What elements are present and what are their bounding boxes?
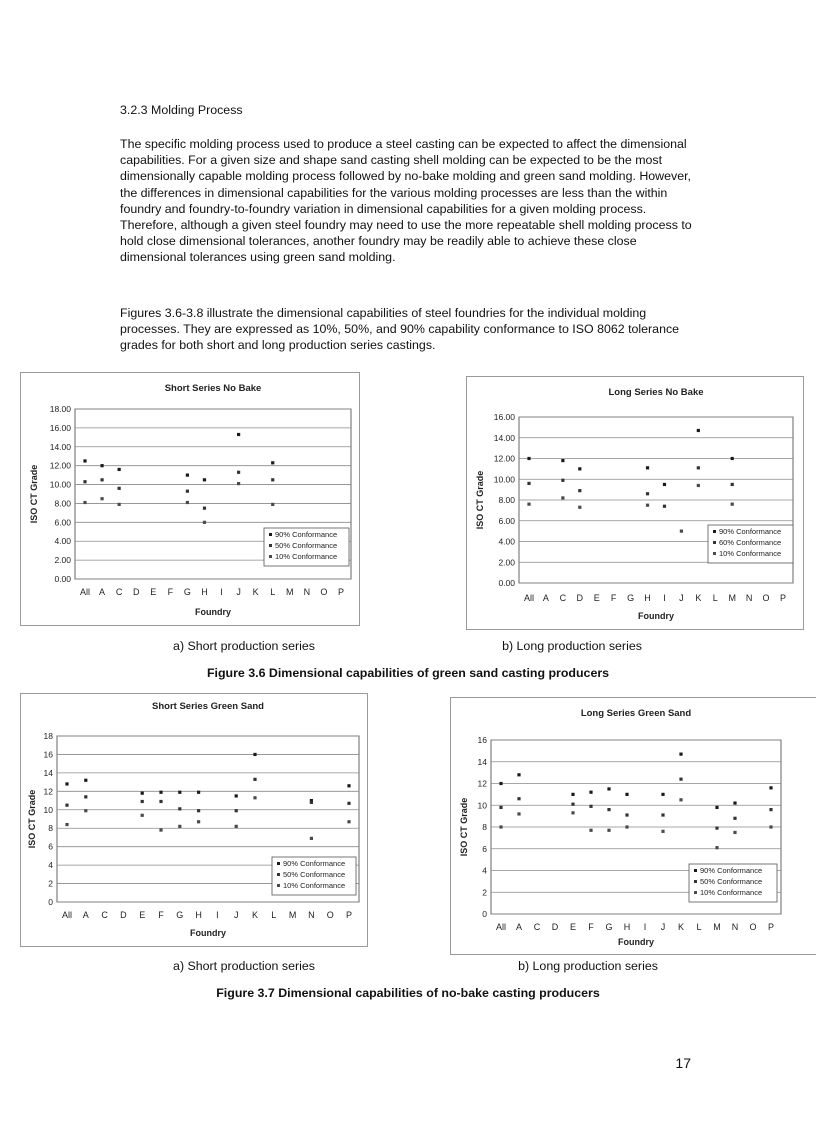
data-point xyxy=(141,792,144,795)
chart-svg xyxy=(467,377,803,629)
y-tick-label: 8 xyxy=(48,823,53,834)
data-point xyxy=(235,825,238,828)
y-tick-label: 12 xyxy=(477,778,487,789)
x-tick-label: L xyxy=(270,587,276,597)
figure-caption: Figure 3.6 Dimensional capabilities of green sand casting producers xyxy=(206,666,610,680)
y-tick-label: 12.00 xyxy=(49,460,71,471)
data-point xyxy=(769,808,772,811)
y-axis-label: ISO CT Grade xyxy=(29,464,39,524)
data-point xyxy=(235,794,238,797)
x-tick-label: E xyxy=(593,593,600,603)
data-point xyxy=(663,483,666,486)
figure-caption: Figure 3.7 Dimensional capabilities of no-bake casting producers xyxy=(216,986,600,1000)
y-tick-label: 6.00 xyxy=(54,517,71,528)
chart-title: Short Series Green Sand xyxy=(152,701,264,712)
y-axis-label: ISO CT Grade xyxy=(27,789,37,849)
data-point xyxy=(561,459,564,462)
data-point xyxy=(100,497,103,500)
data-point xyxy=(571,803,574,806)
data-point xyxy=(197,820,200,823)
x-tick-label: O xyxy=(326,910,334,920)
x-tick-label: O xyxy=(762,593,770,603)
x-tick-label: A xyxy=(99,587,106,597)
data-point xyxy=(237,433,240,436)
data-point xyxy=(731,457,734,460)
x-tick-label: D xyxy=(132,587,140,597)
legend-marker xyxy=(694,880,697,883)
chart-svg xyxy=(21,694,367,946)
data-point xyxy=(310,801,313,804)
data-point xyxy=(571,793,574,796)
chart-long-series-green-sand xyxy=(450,697,816,955)
data-point xyxy=(561,479,564,482)
data-point xyxy=(607,808,610,811)
x-tick-label: F xyxy=(588,922,594,932)
data-point xyxy=(347,784,350,787)
chart-title: Long Series Green Sand xyxy=(580,708,692,719)
data-point xyxy=(83,480,86,483)
data-point xyxy=(679,798,682,801)
chart-title: Short Series No Bake xyxy=(164,383,262,394)
data-point xyxy=(697,466,700,469)
data-point xyxy=(527,503,530,506)
data-point xyxy=(186,490,189,493)
x-tick-label: M xyxy=(288,910,297,920)
y-tick-label: 18.00 xyxy=(49,404,71,414)
x-tick-label: G xyxy=(183,587,191,597)
x-tick-label: K xyxy=(695,593,702,603)
legend-label: 90% Conformance xyxy=(275,530,338,539)
data-point xyxy=(769,786,772,789)
y-tick-label: 16.00 xyxy=(493,412,515,422)
x-tick-label: I xyxy=(216,910,219,920)
x-tick-label: H xyxy=(644,593,651,603)
data-point xyxy=(65,804,68,807)
legend-marker xyxy=(277,873,280,876)
data-point xyxy=(100,464,103,467)
y-tick-label: 6 xyxy=(48,841,53,852)
data-point xyxy=(499,806,502,809)
legend-label: 10% Conformance xyxy=(719,549,782,558)
x-tick-label: All xyxy=(79,587,91,597)
y-tick-label: 10 xyxy=(43,804,53,815)
legend-marker xyxy=(713,552,716,555)
x-tick-label: H xyxy=(623,922,631,932)
y-tick-label: 16.00 xyxy=(49,422,71,433)
data-point xyxy=(625,825,628,828)
y-tick-label: 4 xyxy=(48,860,53,871)
x-tick-label: N xyxy=(303,587,311,597)
x-tick-label: J xyxy=(679,593,684,603)
data-point xyxy=(517,797,520,800)
data-point xyxy=(499,782,502,785)
data-point xyxy=(159,828,162,831)
data-point xyxy=(625,813,628,816)
data-point xyxy=(271,461,274,464)
data-point xyxy=(715,846,718,849)
data-point xyxy=(733,817,736,820)
x-tick-label: All xyxy=(495,922,507,932)
data-point xyxy=(578,489,581,492)
data-point xyxy=(178,825,181,828)
x-tick-label: J xyxy=(660,922,666,932)
x-tick-label: I xyxy=(643,922,647,932)
x-tick-label: G xyxy=(605,922,613,932)
data-point xyxy=(141,814,144,817)
data-point xyxy=(310,837,313,840)
data-point xyxy=(731,483,734,486)
legend-marker xyxy=(694,869,697,872)
data-point xyxy=(178,807,181,810)
y-tick-label: 0.00 xyxy=(54,574,71,584)
data-point xyxy=(118,487,121,490)
x-tick-label: I xyxy=(220,587,223,597)
x-axis-label: Foundry xyxy=(190,928,226,938)
data-point xyxy=(197,809,200,812)
x-tick-label: G xyxy=(176,910,184,920)
legend-marker xyxy=(269,544,272,547)
x-tick-label: A xyxy=(542,593,549,603)
data-point xyxy=(253,796,256,799)
subcaption-a: a) Short production series xyxy=(173,639,315,653)
data-point xyxy=(589,791,592,794)
x-tick-label: K xyxy=(251,910,259,920)
data-point xyxy=(84,795,87,798)
y-tick-label: 10.00 xyxy=(49,479,71,490)
x-tick-label: C xyxy=(115,587,123,597)
data-point xyxy=(527,457,530,460)
data-point xyxy=(83,459,86,462)
legend-label: 50% Conformance xyxy=(275,541,338,550)
data-point xyxy=(100,478,103,481)
data-point xyxy=(578,506,581,509)
data-point xyxy=(733,831,736,834)
legend-label: 60% Conformance xyxy=(719,538,782,547)
data-point xyxy=(186,474,189,477)
x-tick-label: L xyxy=(271,910,277,920)
x-tick-label: A xyxy=(82,910,89,920)
data-point xyxy=(646,504,649,507)
legend-marker xyxy=(694,891,697,894)
x-tick-label: E xyxy=(150,587,157,597)
x-tick-label: N xyxy=(308,910,315,920)
legend-marker xyxy=(269,555,272,558)
data-point xyxy=(203,521,206,524)
data-point xyxy=(118,468,121,471)
data-point xyxy=(589,829,592,832)
data-point xyxy=(517,812,520,815)
data-point xyxy=(679,778,682,781)
data-point xyxy=(646,466,649,469)
y-tick-label: 16 xyxy=(43,749,53,760)
chart-svg xyxy=(451,698,815,954)
x-tick-label: L xyxy=(712,593,718,603)
x-axis-label: Foundry xyxy=(195,607,231,617)
y-tick-label: 12 xyxy=(43,786,53,797)
x-tick-label: C xyxy=(101,910,108,920)
page-number: 17 xyxy=(675,1055,691,1071)
data-point xyxy=(271,478,274,481)
y-tick-label: 14.00 xyxy=(493,432,515,443)
data-point xyxy=(661,793,664,796)
x-tick-label: K xyxy=(677,922,685,932)
x-tick-label: J xyxy=(236,587,241,597)
x-tick-label: M xyxy=(713,922,721,932)
x-axis-label: Foundry xyxy=(638,611,674,621)
data-point xyxy=(679,753,682,756)
y-tick-label: 4.00 xyxy=(54,536,71,547)
y-tick-label: 2 xyxy=(48,878,53,889)
chart-short-series-green-sand xyxy=(20,693,368,947)
data-point xyxy=(625,793,628,796)
x-tick-label: N xyxy=(745,593,753,603)
subcaption-b: b) Long production series xyxy=(502,639,642,653)
data-point xyxy=(715,826,718,829)
y-tick-label: 2.00 xyxy=(54,555,71,566)
legend-label: 90% Conformance xyxy=(700,866,763,875)
data-point xyxy=(141,800,144,803)
data-point xyxy=(84,779,87,782)
data-point xyxy=(769,825,772,828)
data-point xyxy=(697,484,700,487)
x-tick-label: F xyxy=(167,587,174,597)
data-point xyxy=(84,809,87,812)
data-point xyxy=(680,530,683,533)
y-tick-label: 16 xyxy=(477,735,487,745)
legend-marker xyxy=(277,884,280,887)
x-tick-label: O xyxy=(320,587,328,597)
legend-label: 10% Conformance xyxy=(275,552,338,561)
data-point xyxy=(253,753,256,756)
data-point xyxy=(235,809,238,812)
x-tick-label: P xyxy=(345,910,353,920)
x-tick-label: A xyxy=(515,922,523,932)
y-tick-label: 6 xyxy=(482,843,487,854)
x-tick-label: D xyxy=(120,910,127,920)
x-tick-label: All xyxy=(523,593,535,603)
y-tick-label: 6.00 xyxy=(498,515,515,526)
data-point xyxy=(571,811,574,814)
y-tick-label: 0 xyxy=(48,897,53,907)
y-tick-label: 0.00 xyxy=(498,578,515,588)
x-tick-label: G xyxy=(627,593,635,603)
y-tick-label: 10.00 xyxy=(493,474,515,485)
legend-label: 10% Conformance xyxy=(283,881,346,890)
data-point xyxy=(589,805,592,808)
y-tick-label: 14 xyxy=(43,767,53,778)
x-tick-label: P xyxy=(337,587,345,597)
chart-title: Long Series No Bake xyxy=(608,387,704,398)
legend-label: 10% Conformance xyxy=(700,888,763,897)
data-point xyxy=(159,800,162,803)
y-axis-label: ISO CT Grade xyxy=(459,797,469,857)
data-point xyxy=(499,825,502,828)
body-paragraph: Figures 3.6-3.8 illustrate the dimensional capabilities of steel foundries for the individual molding processes. They are expressed as 10%, 50%, and 90% capability conformance to ISO 8062 tolerance grades for both short and long production series castings. xyxy=(120,306,680,353)
legend-label: 90% Conformance xyxy=(719,527,782,536)
legend-marker xyxy=(277,862,280,865)
legend-label: 50% Conformance xyxy=(283,870,346,879)
section-heading: 3.2.3 Molding Process xyxy=(120,103,243,117)
x-tick-label: D xyxy=(576,593,584,603)
x-tick-label: N xyxy=(731,922,739,932)
y-tick-label: 4 xyxy=(482,865,487,876)
x-tick-label: L xyxy=(696,922,702,932)
x-tick-label: E xyxy=(139,910,146,920)
data-point xyxy=(65,782,68,785)
y-tick-label: 14 xyxy=(477,756,487,767)
subcaption-b: b) Long production series xyxy=(518,959,658,973)
x-tick-label: I xyxy=(663,593,666,603)
legend-label: 90% Conformance xyxy=(283,859,346,868)
legend-marker xyxy=(713,541,716,544)
x-tick-label: All xyxy=(61,910,73,920)
data-point xyxy=(203,507,206,510)
x-tick-label: C xyxy=(559,593,567,603)
data-point xyxy=(578,467,581,470)
data-point xyxy=(646,492,649,495)
x-tick-label: E xyxy=(569,922,577,932)
data-point xyxy=(186,501,189,504)
x-tick-label: J xyxy=(233,910,239,920)
x-tick-label: O xyxy=(749,922,757,932)
data-point xyxy=(347,802,350,805)
y-tick-label: 14.00 xyxy=(49,441,71,452)
y-tick-label: 12.00 xyxy=(493,453,515,464)
x-tick-label: M xyxy=(728,593,736,603)
data-point xyxy=(607,829,610,832)
data-point xyxy=(65,823,68,826)
data-point xyxy=(697,429,700,432)
data-point xyxy=(715,806,718,809)
legend-label: 50% Conformance xyxy=(700,877,763,886)
y-tick-label: 8.00 xyxy=(498,495,515,505)
x-tick-label: M xyxy=(286,587,294,597)
x-axis-label: Foundry xyxy=(618,937,654,947)
y-tick-label: 8.00 xyxy=(54,498,71,509)
body-paragraph: The specific molding process used to produce a steel casting can be expected to affect the dimensional capabilities. For a given size and shape sand casting shell molding can be expected to be the most dimensionally capable molding process followed by no-bake molding and green sand molding. However, the differences in dimensional capabilities for the various molding processes are less than the within foundry and foundry-to-foundry variation in dimensional capabilities for a given molding process. Therefore, although a given steel foundry may need to use the more repeatable shell molding process to hold close dimensional tolerances, another foundry may be readily able to achieve these close dimensional tolerances using green sand molding. xyxy=(120,137,692,265)
data-point xyxy=(733,801,736,804)
data-point xyxy=(253,778,256,781)
data-point xyxy=(203,478,206,481)
data-point xyxy=(271,503,274,506)
x-tick-label: D xyxy=(551,922,559,932)
chart-long-series-no-bake xyxy=(466,376,804,630)
data-point xyxy=(527,482,530,485)
chart-short-series-no-bake xyxy=(20,372,360,626)
y-axis-label: ISO CT Grade xyxy=(475,470,485,530)
data-point xyxy=(517,773,520,776)
data-point xyxy=(347,820,350,823)
y-tick-label: 2.00 xyxy=(498,557,515,568)
data-point xyxy=(118,503,121,506)
data-point xyxy=(159,791,162,794)
data-point xyxy=(237,482,240,485)
chart-svg xyxy=(21,373,359,625)
data-point xyxy=(731,503,734,506)
legend-marker xyxy=(269,533,272,536)
data-point xyxy=(561,496,564,499)
legend-marker xyxy=(713,530,716,533)
x-tick-label: C xyxy=(533,922,541,932)
y-tick-label: 8 xyxy=(482,822,487,832)
y-tick-label: 4.00 xyxy=(498,536,515,547)
data-point xyxy=(237,471,240,474)
data-point xyxy=(83,501,86,504)
data-point xyxy=(178,791,181,794)
y-tick-label: 10 xyxy=(477,800,487,811)
x-tick-label: K xyxy=(252,587,259,597)
data-point xyxy=(197,791,200,794)
data-point xyxy=(661,813,664,816)
data-point xyxy=(607,787,610,790)
x-tick-label: F xyxy=(158,910,164,920)
y-tick-label: 0 xyxy=(482,909,487,919)
y-tick-label: 18 xyxy=(43,731,53,741)
subcaption-a: a) Short production series xyxy=(173,959,315,973)
data-point xyxy=(663,505,666,508)
x-tick-label: P xyxy=(779,593,787,603)
y-tick-label: 2 xyxy=(482,887,487,898)
x-tick-label: H xyxy=(195,910,202,920)
data-point xyxy=(661,830,664,833)
x-tick-label: P xyxy=(767,922,775,932)
x-tick-label: F xyxy=(610,593,617,603)
x-tick-label: H xyxy=(201,587,208,597)
